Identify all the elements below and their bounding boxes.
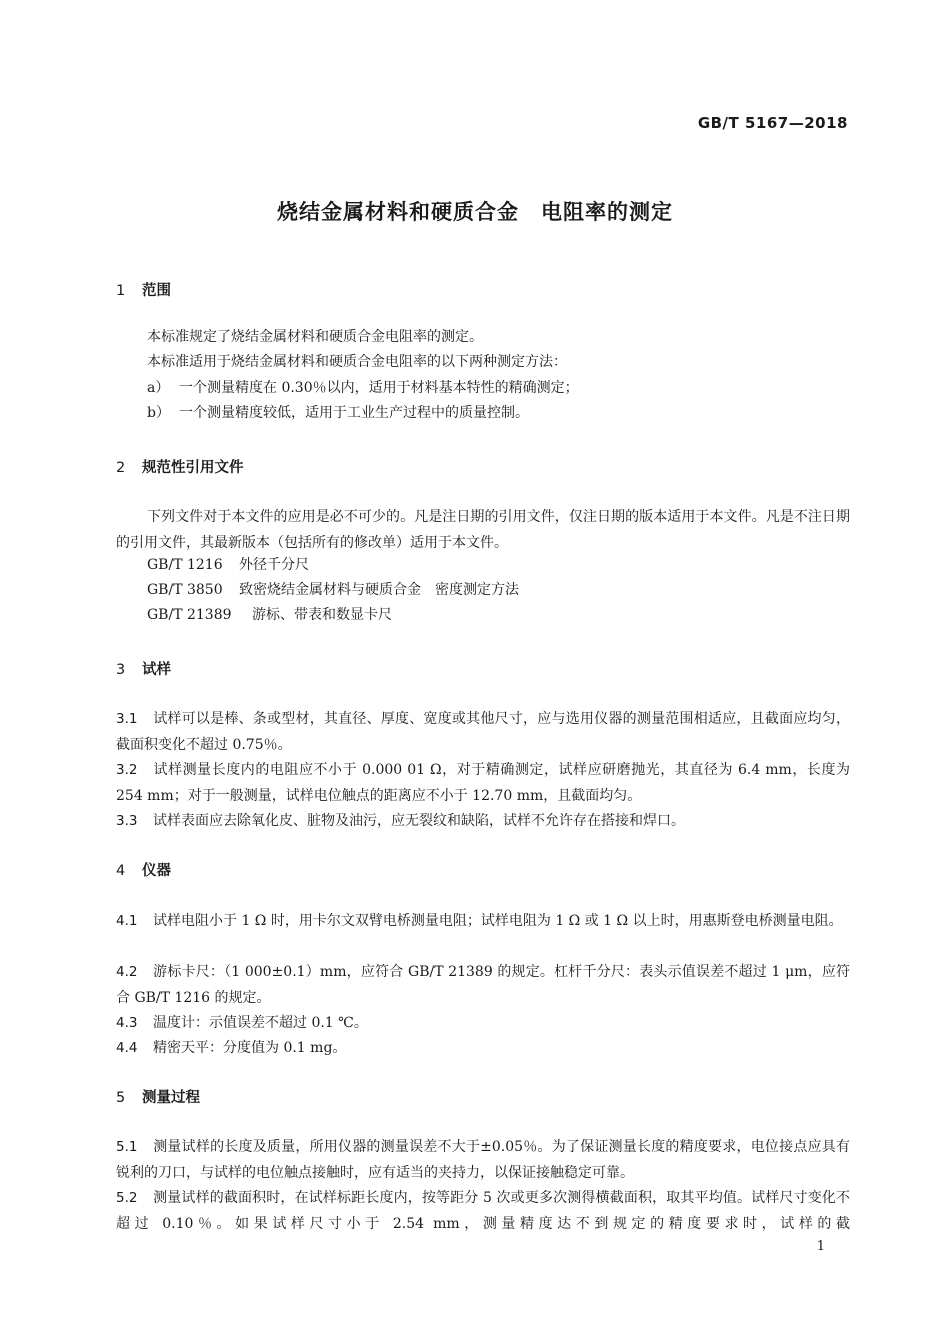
clause-text: 试样电阻小于 1 Ω 时，用卡尔文双臂电桥测量电阻；试样电阻为 1 Ω 或 1 Ω 以上时，用惠斯登电桥测量电阻。 <box>153 913 843 929</box>
clause <box>116 908 850 934</box>
section-number: 2 <box>116 460 126 476</box>
paragraph: 本标准规定了烧结金属材料和硬质合金电阻率的测定。 <box>147 329 483 345</box>
section-title: 范围 <box>142 283 171 299</box>
clause <box>116 1010 850 1036</box>
reference-item <box>147 605 392 625</box>
list-item <box>147 378 579 398</box>
paragraph: 本标准适用于烧结金属材料和硬质合金电阻率的以下两种测定方法： <box>147 354 567 370</box>
clause-number: 4.2 <box>116 964 138 980</box>
clause-number: 3.3 <box>116 813 138 829</box>
document-title: 烧结金属材料和硬质合金 电阻率的测定 <box>277 200 673 224</box>
clause <box>116 706 850 758</box>
clause <box>116 959 850 1011</box>
clause-text: 试样测量长度内的电阻应不小于 0.000 01 Ω，对于精确测定，试样应研磨抛光，其直径为 6.4 mm，长度为 254 mm；对于一般测量，试样电位触点的距离应不小于 12.70 mm，且截面均匀。 <box>116 762 850 804</box>
list-item-text: 一个测量精度较低，适用于工业生产过程中的质量控制。 <box>179 405 529 421</box>
clause-text: 精密天平：分度值为 0.1 mg。 <box>153 1040 347 1056</box>
section-number: 1 <box>116 283 126 299</box>
clause-number: 5.2 <box>116 1190 138 1206</box>
section-title: 测量过程 <box>142 1090 200 1106</box>
page-number: 1 <box>816 1239 825 1254</box>
section-title: 规范性引用文件 <box>142 460 244 476</box>
clause-text: 游标卡尺：（1 000±0.1）mm，应符合 GB/T 21389 的规定。杠杆千分尺：表头示值误差不超过 1 μm，应符合 GB/T 1216 的规定。 <box>116 964 850 1006</box>
clause <box>116 1185 850 1237</box>
clause-number: 3.1 <box>116 711 138 727</box>
clause-number: 4.1 <box>116 913 138 929</box>
clause <box>116 757 850 809</box>
standard-code: GB/T 5167—2018 <box>697 114 848 132</box>
clause-number: 5.1 <box>116 1139 138 1155</box>
section-title: 仪器 <box>142 863 171 879</box>
reference-code: GB/T 3850 <box>147 582 223 598</box>
reference-title: 外径千分尺 <box>239 557 309 573</box>
list-marker: a） <box>147 380 170 396</box>
clause <box>116 808 850 834</box>
section-number: 3 <box>116 662 126 678</box>
paragraph: 下列文件对于本文件的应用是必不可少的。凡是注日期的引用文件，仅注日期的版本适用于本文件。凡是不注日期的引用文件，其最新版本（包括所有的修改单）适用于本文件。 <box>116 509 850 551</box>
list-marker: b） <box>147 405 170 421</box>
section-1-heading <box>116 279 171 300</box>
section-number: 5 <box>116 1090 126 1106</box>
reference-code: GB/T 1216 <box>147 557 223 573</box>
clause <box>116 1134 850 1186</box>
clause-text: 试样可以是棒、条或型材，其直径、厚度、宽度或其他尺寸，应与选用仪器的测量范围相适应，且截面应均匀，截面积变化不超过 0.75％。 <box>116 711 850 753</box>
reference-item <box>147 555 309 575</box>
reference-title: 致密烧结金属材料与硬质合金 密度测定方法 <box>239 582 519 598</box>
section-2-heading <box>116 456 244 477</box>
clause <box>116 1035 850 1061</box>
reference-code: GB/T 21389 <box>147 607 232 623</box>
section-number: 4 <box>116 863 126 879</box>
clause-number: 4.3 <box>116 1015 138 1031</box>
clause-text: 温度计：示值误差不超过 0.1 ℃。 <box>153 1015 368 1031</box>
section-4-heading <box>116 859 171 880</box>
reference-title: 游标、带表和数显卡尺 <box>252 607 392 623</box>
list-item <box>147 403 529 423</box>
clause-number: 3.2 <box>116 762 138 778</box>
clause-text: 测量试样的长度及质量，所用仪器的测量误差不大于±0.05％。为了保证测量长度的精度要求，电位接点应具有锐利的刀口，与试样的电位触点接触时，应有适当的夹持力，以保证接触稳定可靠。 <box>116 1139 850 1181</box>
list-item-text: 一个测量精度在 0.30％以内，适用于材料基本特性的精确测定； <box>179 380 579 396</box>
clause-text: 测量试样的截面积时，在试样标距长度内，按等距分 5 次或更多次测得横截面积，取其平均值。试样尺寸变化不超过 0.10％。如果试样尺寸小于 2.54 mm，测量精度达不到规定的精度要求时，试样的截 <box>116 1190 850 1232</box>
section-title: 试样 <box>142 662 171 678</box>
section-5-heading <box>116 1086 200 1107</box>
section-3-heading <box>116 658 171 679</box>
clause-text: 试样表面应去除氧化皮、脏物及油污，应无裂纹和缺陷，试样不允许存在搭接和焊口。 <box>153 813 685 829</box>
clause-number: 4.4 <box>116 1040 138 1056</box>
reference-item <box>147 580 519 600</box>
